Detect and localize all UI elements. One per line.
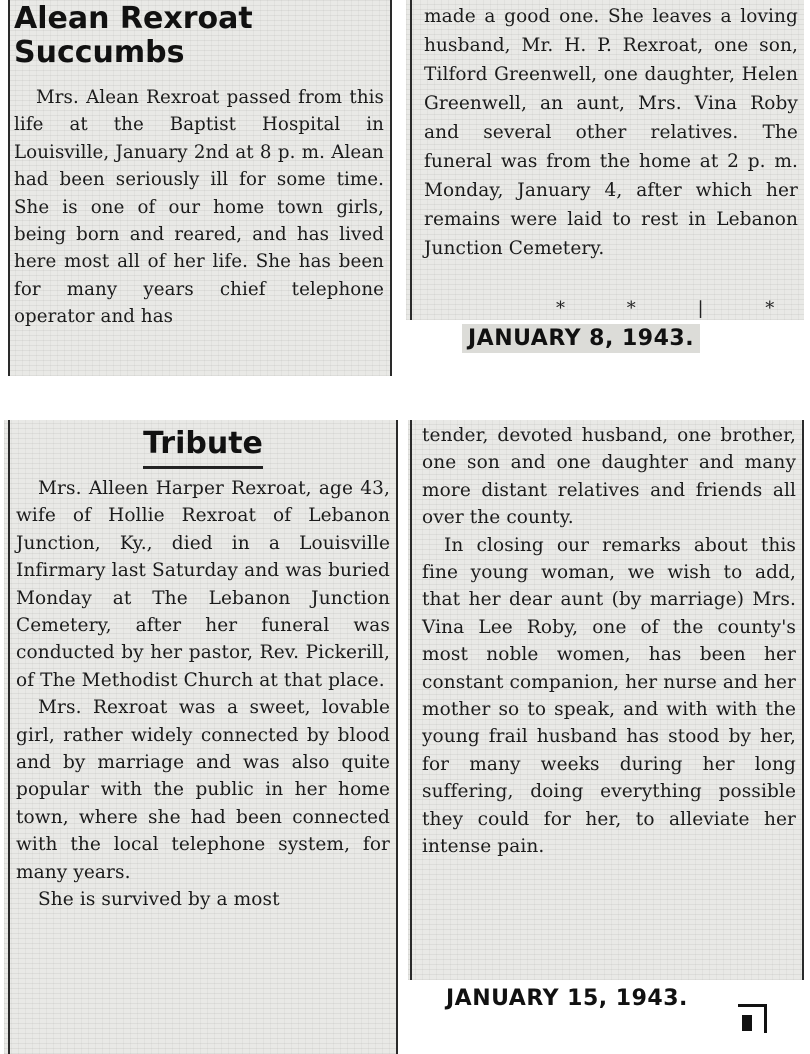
column-rule-right <box>802 420 804 980</box>
obituary-clipping-column-2 <box>406 0 804 320</box>
title-underline <box>143 466 263 469</box>
ornament-divider: * * | * <box>556 298 803 319</box>
column-rule-left <box>410 420 412 980</box>
column-rule-right <box>396 420 398 1054</box>
tribute-paragraph-3: She is survived by a most <box>38 889 280 911</box>
column-rule-left <box>410 0 412 320</box>
headline-line-1: Alean Rexroat <box>14 1 253 36</box>
column-rule-left <box>8 0 10 376</box>
tribute-clipping-column-2 <box>408 420 804 980</box>
column-rule-left <box>8 420 10 1054</box>
tribute-paragraph-4: tender, devoted husband, one brother, one son and one daughter and many more distant relatives and friends all over the county. <box>422 425 796 529</box>
column-rule-right <box>390 0 392 376</box>
tribute-title: Tribute <box>143 426 263 461</box>
obituary-clipping-column-1 <box>8 0 392 376</box>
tribute-clipping-column-1 <box>4 420 398 1054</box>
tribute-paragraph-1: Mrs. Alleen Harper Rexroat, age 43, wife of Hollie Rexroat of Lebanon Junction, Ky., died in a Louisville Infirmary last Saturday and was buried Monday at The Lebanon Junction Cemetery, after her funeral was conducted by her pastor, Rev. Pickerill, of The Methodist Church at that place. <box>16 478 390 691</box>
obituary-text-part-1: Mrs. Alean Rexroat passed from this life at the Baptist Hospital in Louisville, January 2nd at 8 p. m. Alean had been seriously ill for some time. She is one of our home town girls, being born and reared, and has lived here most all of her life. She has been for many years chief telephone operator and has <box>14 87 384 328</box>
obituary-text-part-2: made a good one. She leaves a loving husband, Mr. H. P. Rexroat, one son, Tilford Greenwell, one daughter, Helen Greenwell, an aunt, Mrs. Vina Roby and several other relatives. The funeral was from the home at 2 p. m. Monday, January 4, after which her remains were laid to rest in Lebanon Junction Cemetery. <box>424 6 798 259</box>
publication-date-2: JANUARY 15, 1943. <box>446 986 688 1011</box>
tribute-paragraph-2: Mrs. Rexroat was a sweet, lovable girl, rather widely connected by blood and by marriage and was also quite popular with the public in her home town, where she had been connected with the local telephone system, for many years. <box>16 697 390 883</box>
publication-date-1: JANUARY 8, 1943. <box>462 324 700 353</box>
headline-line-2: Succumbs <box>14 35 185 70</box>
tribute-paragraph-5: In closing our remarks about this fine young woman, we wish to add, that her dear aunt (by marriage) Mrs. Vina Lee Roby, one of the county's most noble women, has been her constant companion, her nurse and her mother so to speak, and with with the young frail husband has stood by her, for many weeks during her long suffering, doing everything possible they could for her, to alleviate her intense pain. <box>422 534 796 858</box>
corner-mark-icon <box>738 1004 767 1033</box>
